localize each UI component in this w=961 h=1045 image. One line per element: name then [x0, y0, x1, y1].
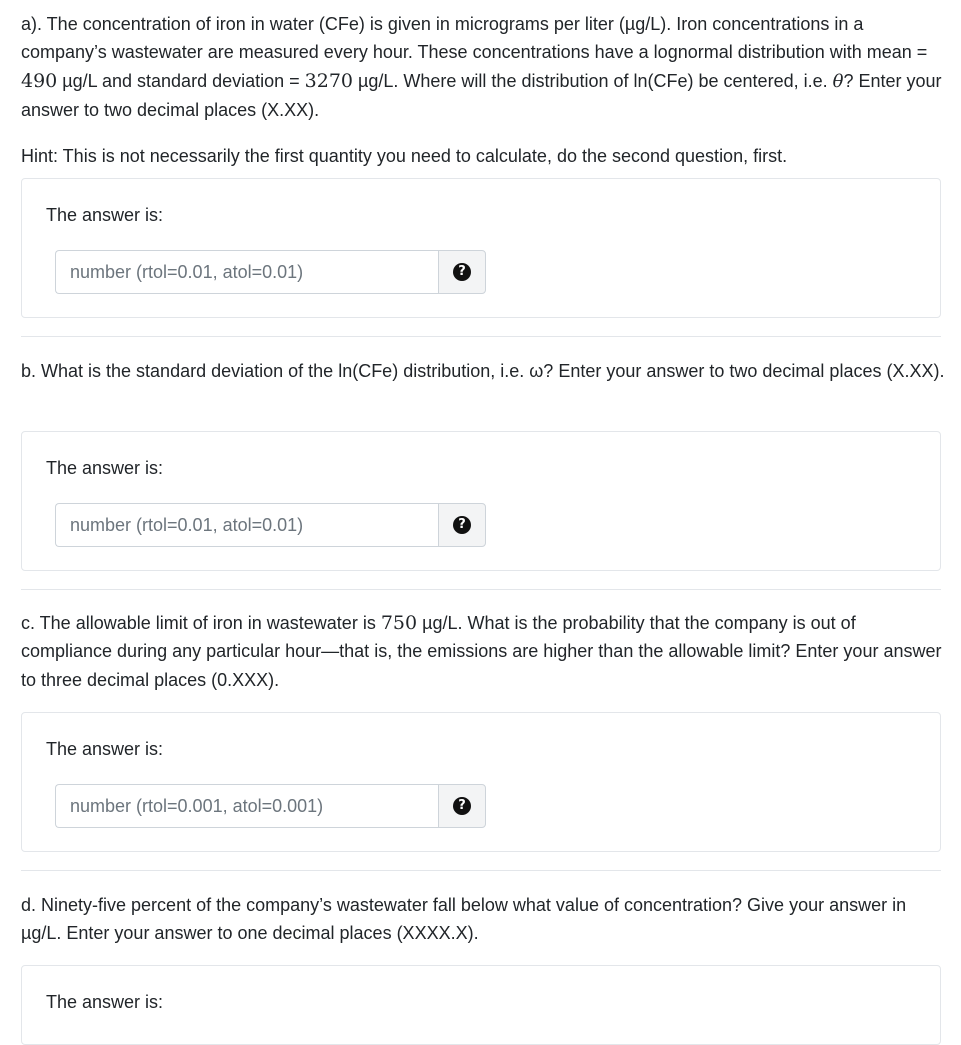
answer-card-c [21, 712, 941, 852]
theta-symbol: θ [832, 70, 844, 92]
answer-card-b [21, 431, 941, 571]
answer-card-a [21, 178, 941, 318]
question-a-text: a). The concentration of iron in water (CFe) is given in micrograms per liter (µg/L). Iron concentrations in a company’s wastewater are measured every hour. These concentrations have a lognormal distribution with mean = 490 µg/L and standard deviation = 3270 µg/L. Where will the distribution of ln(CFe) be centered, i.e. θ? Enter your answer to two decimal places (X.XX). [21, 14, 942, 121]
divider [21, 589, 941, 590]
sd-value: 3270 [304, 69, 354, 92]
answer-label-b: The answer is: [46, 458, 164, 478]
answer-input-c[interactable] [55, 784, 438, 828]
help-button-b[interactable] [438, 503, 486, 547]
question-mark-icon: ? [453, 797, 471, 815]
answer-input-group-c [55, 784, 486, 828]
answer-input-group-b [55, 503, 486, 547]
answer-input-a[interactable] [55, 250, 438, 294]
question-mark-icon: ? [453, 263, 471, 281]
divider [21, 336, 941, 337]
question-d-text: d. Ninety-five percent of the company’s wastewater fall below what value of concentration? Give your answer in µg/L. Enter your answer to one decimal places (XXXX.X). [21, 895, 907, 944]
limit-value: 750 [380, 612, 418, 634]
answer-card-d [21, 965, 941, 1045]
question-c-text: c. The allowable limit of iron in wastewater is 750 µg/L. What is the probability that the company is out of compliance during any particular hour—that is, the emissions are higher than the allowable limit? Enter your answer to three decimal places (0.XXX). [21, 612, 942, 690]
answer-label-c: The answer is: [46, 739, 164, 759]
answer-input-group-a [55, 250, 486, 294]
divider [21, 870, 941, 871]
help-button-c[interactable] [438, 784, 486, 828]
question-a-hint: Hint: This is not necessarily the first quantity you need to calculate, do the second question, first. [21, 146, 788, 166]
answer-label-d: The answer is: [46, 992, 164, 1012]
mean-value: 490 [21, 69, 58, 92]
question-mark-icon: ? [453, 516, 471, 534]
answer-label-a: The answer is: [46, 205, 164, 225]
answer-input-b[interactable] [55, 503, 438, 547]
question-b-text: b. What is the standard deviation of the ln(CFe) distribution, i.e. ω? Enter your answer to two decimal places (X.XX). [21, 361, 945, 381]
help-button-a[interactable] [438, 250, 486, 294]
